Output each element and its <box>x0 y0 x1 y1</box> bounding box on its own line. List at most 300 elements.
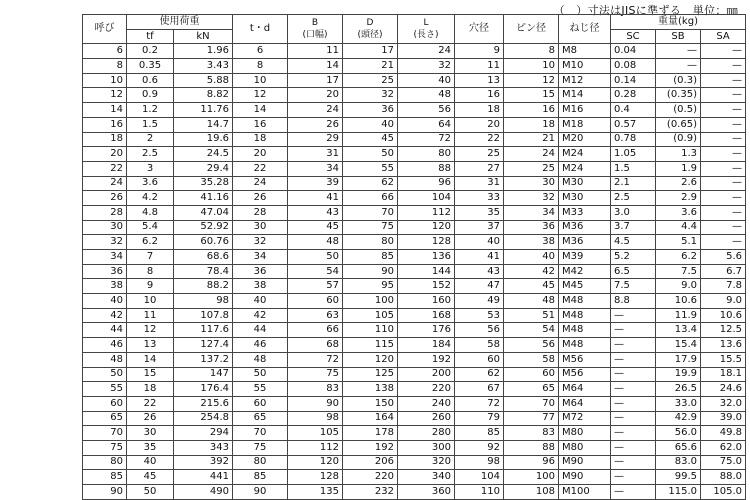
cell-sc: — <box>611 323 656 338</box>
cell-nominal: 30 <box>83 220 127 235</box>
header-tf: tf <box>127 29 174 44</box>
table-row <box>83 44 746 59</box>
cell-nominal: 70 <box>83 426 127 441</box>
cell-sa: 10.6 <box>701 308 746 323</box>
cell-td: 75 <box>233 440 288 455</box>
cell-pin: 34 <box>504 205 559 220</box>
cell-d: 32 <box>343 88 398 103</box>
cell-b: 24 <box>288 103 343 118</box>
cell-b: 31 <box>288 147 343 162</box>
cell-pin: 65 <box>504 382 559 397</box>
cell-sc: 2.5 <box>611 191 656 206</box>
cell-td: 16 <box>233 117 288 132</box>
cell-thread: M8 <box>559 44 611 59</box>
cell-sb: 26.5 <box>656 382 701 397</box>
cell-b: 11 <box>288 44 343 59</box>
cell-l: 280 <box>398 426 455 441</box>
cell-sc: 1.5 <box>611 161 656 176</box>
cell-kn: 107.8 <box>174 308 233 323</box>
cell-pin: 24 <box>504 147 559 162</box>
cell-td: 14 <box>233 103 288 118</box>
cell-sa: 24.6 <box>701 382 746 397</box>
cell-tf: 15 <box>127 367 174 382</box>
cell-hole: 31 <box>455 176 504 191</box>
cell-hole: 67 <box>455 382 504 397</box>
cell-thread: M30 <box>559 191 611 206</box>
table-row <box>83 117 746 132</box>
cell-b: 29 <box>288 132 343 147</box>
cell-td: 80 <box>233 455 288 470</box>
table-row <box>83 147 746 162</box>
header-l-label: L <box>423 18 429 29</box>
cell-l: 104 <box>398 191 455 206</box>
cell-sc: 3.7 <box>611 220 656 235</box>
cell-sc: 3.0 <box>611 205 656 220</box>
cell-l: 184 <box>398 338 455 353</box>
cell-nominal: 24 <box>83 176 127 191</box>
cell-d: 21 <box>343 59 398 74</box>
cell-thread: M45 <box>559 279 611 294</box>
cell-sb: 65.6 <box>656 440 701 455</box>
cell-pin: 42 <box>504 264 559 279</box>
cell-sc: 0.57 <box>611 117 656 132</box>
cell-nominal: 34 <box>83 250 127 265</box>
table-row <box>83 88 746 103</box>
cell-td: 70 <box>233 426 288 441</box>
cell-kn: 490 <box>174 485 233 500</box>
cell-sa: — <box>701 103 746 118</box>
cell-nominal: 55 <box>83 382 127 397</box>
cell-kn: 11.76 <box>174 103 233 118</box>
cell-b: 98 <box>288 411 343 426</box>
cell-nominal: 26 <box>83 191 127 206</box>
cell-pin: 40 <box>504 250 559 265</box>
cell-tf: 2 <box>127 132 174 147</box>
cell-nominal: 32 <box>83 235 127 250</box>
cell-kn: 52.92 <box>174 220 233 235</box>
cell-b: 128 <box>288 470 343 485</box>
table-row <box>83 132 746 147</box>
cell-d: 80 <box>343 235 398 250</box>
cell-pin: 108 <box>504 485 559 500</box>
cell-kn: 5.88 <box>174 73 233 88</box>
cell-nominal: 50 <box>83 367 127 382</box>
table-row <box>83 440 746 455</box>
cell-sa: — <box>701 205 746 220</box>
cell-sc: — <box>611 382 656 397</box>
cell-sb: 7.5 <box>656 264 701 279</box>
table-row <box>83 455 746 470</box>
cell-l: 96 <box>398 176 455 191</box>
cell-sa: — <box>701 161 746 176</box>
cell-pin: 10 <box>504 59 559 74</box>
cell-sa: 75.0 <box>701 455 746 470</box>
cell-kn: 441 <box>174 470 233 485</box>
cell-sc: — <box>611 455 656 470</box>
cell-tf: 9 <box>127 279 174 294</box>
cell-thread: M24 <box>559 161 611 176</box>
header-d <box>343 15 398 44</box>
table-row <box>83 338 746 353</box>
cell-d: 17 <box>343 44 398 59</box>
cell-sa: — <box>701 191 746 206</box>
cell-tf: 0.35 <box>127 59 174 74</box>
cell-thread: M64 <box>559 382 611 397</box>
cell-thread: M10 <box>559 59 611 74</box>
cell-l: 240 <box>398 396 455 411</box>
cell-nominal: 48 <box>83 352 127 367</box>
cell-tf: 8 <box>127 264 174 279</box>
cell-d: 192 <box>343 440 398 455</box>
cell-sb: 10.6 <box>656 294 701 309</box>
cell-sa: 15.5 <box>701 352 746 367</box>
cell-tf: 1.2 <box>127 103 174 118</box>
cell-thread: M100 <box>559 485 611 500</box>
table-row <box>83 205 746 220</box>
cell-pin: 38 <box>504 235 559 250</box>
cell-sa: — <box>701 59 746 74</box>
cell-tf: 10 <box>127 294 174 309</box>
header-sc: SC <box>611 29 656 44</box>
cell-d: 232 <box>343 485 398 500</box>
cell-pin: 54 <box>504 323 559 338</box>
cell-l: 168 <box>398 308 455 323</box>
cell-l: 120 <box>398 220 455 235</box>
cell-nominal: 28 <box>83 205 127 220</box>
cell-tf: 40 <box>127 455 174 470</box>
cell-b: 34 <box>288 161 343 176</box>
cell-nominal: 12 <box>83 88 127 103</box>
cell-b: 48 <box>288 235 343 250</box>
cell-l: 80 <box>398 147 455 162</box>
cell-tf: 3.6 <box>127 176 174 191</box>
cell-sb: 1.9 <box>656 161 701 176</box>
cell-sc: 0.28 <box>611 88 656 103</box>
cell-kn: 1.96 <box>174 44 233 59</box>
cell-b: 72 <box>288 352 343 367</box>
cell-thread: M90 <box>559 455 611 470</box>
cell-thread: M64 <box>559 396 611 411</box>
cell-b: 66 <box>288 323 343 338</box>
table-row <box>83 279 746 294</box>
cell-b: 68 <box>288 338 343 353</box>
cell-l: 64 <box>398 117 455 132</box>
cell-kn: 3.43 <box>174 59 233 74</box>
cell-pin: 51 <box>504 308 559 323</box>
cell-td: 85 <box>233 470 288 485</box>
cell-hole: 60 <box>455 352 504 367</box>
cell-hole: 27 <box>455 161 504 176</box>
header-pin: ピン径 <box>504 15 559 44</box>
table-row <box>83 191 746 206</box>
cell-l: 88 <box>398 161 455 176</box>
cell-sa: 6.7 <box>701 264 746 279</box>
cell-sa: — <box>701 117 746 132</box>
header-working-load: 使用荷重 <box>127 15 233 30</box>
cell-td: 24 <box>233 176 288 191</box>
cell-tf: 22 <box>127 396 174 411</box>
cell-d: 150 <box>343 396 398 411</box>
cell-tf: 4.2 <box>127 191 174 206</box>
table-row <box>83 308 746 323</box>
table-row <box>83 411 746 426</box>
cell-sc: — <box>611 440 656 455</box>
cell-b: 135 <box>288 485 343 500</box>
cell-td: 44 <box>233 323 288 338</box>
table-row <box>83 352 746 367</box>
cell-d: 95 <box>343 279 398 294</box>
cell-thread: M56 <box>559 367 611 382</box>
cell-b: 26 <box>288 117 343 132</box>
cell-sc: — <box>611 485 656 500</box>
cell-td: 38 <box>233 279 288 294</box>
cell-pin: 25 <box>504 161 559 176</box>
header-b-label: B <box>311 18 319 29</box>
cell-hole: 92 <box>455 440 504 455</box>
cell-sb: 15.4 <box>656 338 701 353</box>
cell-sb: — <box>656 59 701 74</box>
cell-l: 144 <box>398 264 455 279</box>
cell-b: 50 <box>288 250 343 265</box>
cell-pin: 100 <box>504 470 559 485</box>
cell-pin: 60 <box>504 367 559 382</box>
cell-sa: 88.0 <box>701 470 746 485</box>
cell-sb: 19.9 <box>656 367 701 382</box>
cell-sb: 11.9 <box>656 308 701 323</box>
cell-pin: 96 <box>504 455 559 470</box>
cell-kn: 117.6 <box>174 323 233 338</box>
cell-d: 100 <box>343 294 398 309</box>
cell-td: 22 <box>233 161 288 176</box>
cell-d: 45 <box>343 132 398 147</box>
cell-l: 48 <box>398 88 455 103</box>
cell-d: 62 <box>343 176 398 191</box>
cell-l: 200 <box>398 367 455 382</box>
cell-l: 320 <box>398 455 455 470</box>
cell-hole: 9 <box>455 44 504 59</box>
cell-kn: 35.28 <box>174 176 233 191</box>
cell-d: 25 <box>343 73 398 88</box>
table-row <box>83 176 746 191</box>
cell-tf: 35 <box>127 440 174 455</box>
header-hole: 穴径 <box>455 15 504 44</box>
cell-sa: 9.0 <box>701 294 746 309</box>
cell-l: 152 <box>398 279 455 294</box>
header-b-sub: (口幅) <box>302 30 328 41</box>
cell-hole: 18 <box>455 103 504 118</box>
cell-kn: 14.7 <box>174 117 233 132</box>
cell-nominal: 6 <box>83 44 127 59</box>
cell-sb: 6.2 <box>656 250 701 265</box>
cell-hole: 58 <box>455 338 504 353</box>
cell-pin: 30 <box>504 176 559 191</box>
cell-d: 178 <box>343 426 398 441</box>
cell-sb: 42.9 <box>656 411 701 426</box>
cell-td: 55 <box>233 382 288 397</box>
cell-td: 36 <box>233 264 288 279</box>
cell-thread: M33 <box>559 205 611 220</box>
cell-d: 120 <box>343 352 398 367</box>
cell-tf: 5.4 <box>127 220 174 235</box>
cell-kn: 24.5 <box>174 147 233 162</box>
cell-nominal: 80 <box>83 455 127 470</box>
cell-sb: 99.5 <box>656 470 701 485</box>
cell-nominal: 16 <box>83 117 127 132</box>
cell-d: 220 <box>343 470 398 485</box>
cell-td: 50 <box>233 367 288 382</box>
cell-nominal: 90 <box>83 485 127 500</box>
cell-sa: 18.1 <box>701 367 746 382</box>
cell-l: 56 <box>398 103 455 118</box>
cell-td: 46 <box>233 338 288 353</box>
cell-sb: 33.0 <box>656 396 701 411</box>
cell-hole: 53 <box>455 308 504 323</box>
cell-b: 112 <box>288 440 343 455</box>
cell-d: 70 <box>343 205 398 220</box>
cell-tf: 18 <box>127 382 174 397</box>
cell-tf: 45 <box>127 470 174 485</box>
cell-tf: 0.6 <box>127 73 174 88</box>
cell-kn: 47.04 <box>174 205 233 220</box>
cell-thread: M36 <box>559 235 611 250</box>
cell-sc: 5.2 <box>611 250 656 265</box>
table-row <box>83 220 746 235</box>
cell-l: 72 <box>398 132 455 147</box>
cell-l: 160 <box>398 294 455 309</box>
cell-thread: M39 <box>559 250 611 265</box>
cell-sa: 62.0 <box>701 440 746 455</box>
cell-b: 45 <box>288 220 343 235</box>
cell-hole: 25 <box>455 147 504 162</box>
cell-sc: 0.4 <box>611 103 656 118</box>
cell-nominal: 36 <box>83 264 127 279</box>
cell-td: 20 <box>233 147 288 162</box>
cell-kn: 137.2 <box>174 352 233 367</box>
cell-thread: M48 <box>559 323 611 338</box>
cell-nominal: 65 <box>83 411 127 426</box>
cell-b: 54 <box>288 264 343 279</box>
cell-b: 14 <box>288 59 343 74</box>
cell-kn: 8.82 <box>174 88 233 103</box>
cell-l: 220 <box>398 382 455 397</box>
header-l-sub: (長さ) <box>413 30 439 41</box>
table-row <box>83 264 746 279</box>
cell-hole: 43 <box>455 264 504 279</box>
cell-kn: 176.4 <box>174 382 233 397</box>
cell-sc: — <box>611 367 656 382</box>
cell-d: 115 <box>343 338 398 353</box>
cell-kn: 41.16 <box>174 191 233 206</box>
cell-sa: — <box>701 44 746 59</box>
cell-sc: — <box>611 426 656 441</box>
cell-b: 105 <box>288 426 343 441</box>
cell-nominal: 8 <box>83 59 127 74</box>
table-row <box>83 73 746 88</box>
cell-kn: 88.2 <box>174 279 233 294</box>
table-row <box>83 470 746 485</box>
cell-sb: 5.1 <box>656 235 701 250</box>
cell-td: 60 <box>233 396 288 411</box>
cell-td: 32 <box>233 235 288 250</box>
cell-kn: 127.4 <box>174 338 233 353</box>
cell-td: 18 <box>233 132 288 147</box>
cell-sc: — <box>611 308 656 323</box>
cell-d: 40 <box>343 117 398 132</box>
cell-hole: 49 <box>455 294 504 309</box>
cell-kn: 68.6 <box>174 250 233 265</box>
cell-td: 30 <box>233 220 288 235</box>
cell-sb: 2.6 <box>656 176 701 191</box>
cell-td: 48 <box>233 352 288 367</box>
cell-thread: M48 <box>559 308 611 323</box>
header-sb: SB <box>656 29 701 44</box>
cell-nominal: 42 <box>83 308 127 323</box>
cell-b: 39 <box>288 176 343 191</box>
cell-sb: (0.65) <box>656 117 701 132</box>
cell-pin: 70 <box>504 396 559 411</box>
cell-td: 8 <box>233 59 288 74</box>
cell-l: 176 <box>398 323 455 338</box>
cell-kn: 19.6 <box>174 132 233 147</box>
cell-kn: 147 <box>174 367 233 382</box>
cell-b: 57 <box>288 279 343 294</box>
cell-thread: M16 <box>559 103 611 118</box>
cell-sb: (0.5) <box>656 103 701 118</box>
cell-sa: — <box>701 235 746 250</box>
table-row <box>83 103 746 118</box>
cell-sb: (0.35) <box>656 88 701 103</box>
cell-d: 206 <box>343 455 398 470</box>
cell-hole: 22 <box>455 132 504 147</box>
cell-hole: 33 <box>455 191 504 206</box>
cell-b: 90 <box>288 396 343 411</box>
header-thread: ねじ径 <box>559 15 611 44</box>
cell-sa: 7.8 <box>701 279 746 294</box>
cell-sb: 9.0 <box>656 279 701 294</box>
cell-pin: 32 <box>504 191 559 206</box>
table-row <box>83 235 746 250</box>
cell-nominal: 44 <box>83 323 127 338</box>
cell-nominal: 40 <box>83 294 127 309</box>
cell-l: 128 <box>398 235 455 250</box>
cell-kn: 98 <box>174 294 233 309</box>
cell-thread: M48 <box>559 338 611 353</box>
cell-kn: 215.6 <box>174 396 233 411</box>
cell-pin: 56 <box>504 338 559 353</box>
cell-kn: 78.4 <box>174 264 233 279</box>
cell-sa: — <box>701 147 746 162</box>
cell-td: 65 <box>233 411 288 426</box>
cell-hole: 11 <box>455 59 504 74</box>
cell-hole: 79 <box>455 411 504 426</box>
cell-sc: — <box>611 338 656 353</box>
table-row <box>83 250 746 265</box>
cell-d: 164 <box>343 411 398 426</box>
cell-b: 60 <box>288 294 343 309</box>
cell-nominal: 85 <box>83 470 127 485</box>
cell-thread: M80 <box>559 426 611 441</box>
cell-td: 34 <box>233 250 288 265</box>
table-row <box>83 59 746 74</box>
cell-tf: 0.2 <box>127 44 174 59</box>
cell-hole: 13 <box>455 73 504 88</box>
cell-sa: — <box>701 73 746 88</box>
cell-d: 66 <box>343 191 398 206</box>
cell-sc: 0.14 <box>611 73 656 88</box>
cell-sa: 13.6 <box>701 338 746 353</box>
cell-hole: 40 <box>455 235 504 250</box>
cell-thread: M20 <box>559 132 611 147</box>
